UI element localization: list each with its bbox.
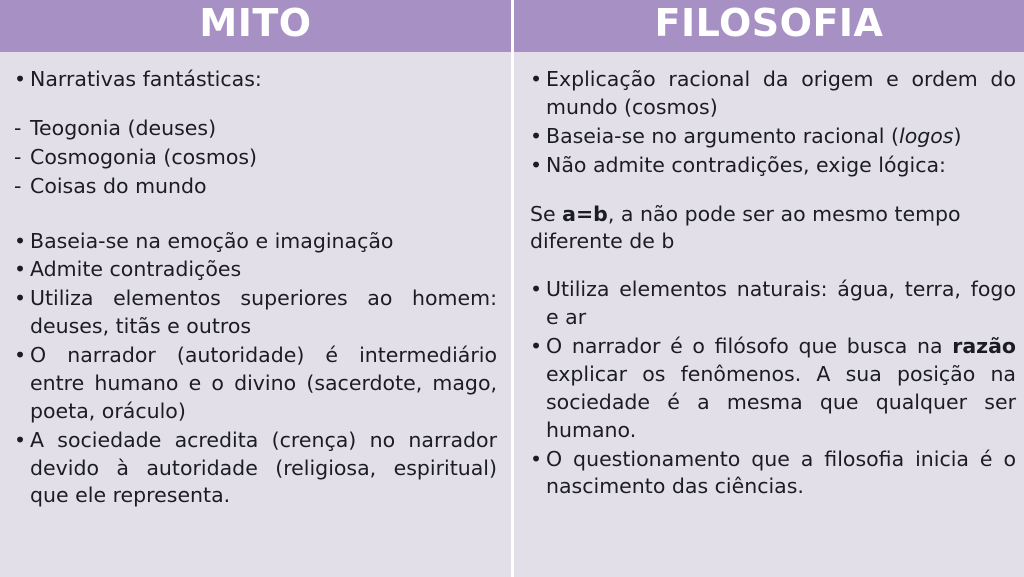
bullet-icon: •	[14, 67, 27, 91]
list-item-label: A sociedade acredita (crença) no narrador devido à autoridade (religiosa, espiritual) que ele representa.	[30, 427, 497, 508]
list-item-label: Utiliza elementos superiores ao homem: deuses, titãs e outros	[30, 286, 497, 339]
list-item-label: Cosmogonia (cosmos)	[30, 144, 258, 169]
bullet-icon: •	[530, 277, 543, 302]
body-row	[0, 52, 1024, 577]
list-item-label: Baseia-se na emoção e imaginação	[30, 228, 394, 253]
note-pre: Se	[530, 201, 563, 226]
bullet-icon: •	[14, 286, 27, 311]
list-item	[14, 342, 497, 426]
mito-group-3	[14, 228, 497, 511]
bullet-icon: •	[530, 123, 543, 148]
list-item	[530, 276, 1016, 332]
text-bold: razão	[952, 334, 1016, 358]
list-item-label	[546, 333, 1016, 445]
text-post: )	[953, 123, 962, 148]
bullet-icon: •	[530, 334, 543, 358]
list-item-label: Narrativas fantásticas:	[30, 67, 262, 91]
list-item	[530, 333, 1016, 445]
mito-group-1	[14, 66, 497, 94]
column-filosofia	[514, 52, 1024, 577]
list-item	[14, 285, 497, 341]
list-item	[14, 66, 497, 94]
dash-icon: -	[14, 115, 22, 140]
bullet-icon: •	[14, 228, 27, 253]
list-item-label: Utiliza elementos naturais: água, terra, fogo e ar	[546, 277, 1016, 330]
header-cell-mito	[0, 0, 511, 52]
filosofia-note	[530, 201, 1016, 257]
text-italic: logos	[899, 123, 954, 148]
list-item-label: Explicação racional da origem e ordem do mundo (cosmos)	[546, 67, 1016, 119]
list-item-label: Teogonia (deuses)	[30, 115, 217, 140]
column-mito	[0, 52, 511, 577]
list-item	[530, 66, 1016, 122]
dash-icon: -	[14, 173, 22, 198]
list-item	[530, 123, 1016, 151]
dash-icon: -	[14, 144, 22, 169]
list-item	[530, 446, 1016, 502]
list-item-label: Admite contradições	[30, 257, 242, 282]
list-item-label: Coisas do mundo	[30, 173, 207, 198]
text-pre: O narrador é o filósofo que busca na	[546, 334, 953, 358]
spacer	[14, 202, 497, 228]
list-item	[14, 228, 497, 256]
text-post: explicar os fenômenos. A sua posição na sociedade é a mesma que qualquer ser humano.	[546, 361, 1016, 442]
bullet-icon: •	[14, 343, 27, 367]
list-item	[14, 256, 497, 284]
mito-group-2	[14, 115, 497, 201]
filosofia-group-2	[530, 276, 1016, 501]
bullet-icon: •	[530, 67, 543, 91]
header-title-filosofia: FILOSOFIA	[654, 1, 884, 45]
note-bold: a=b	[562, 201, 608, 226]
bullet-icon: •	[530, 152, 543, 177]
spacer	[14, 95, 497, 115]
bullet-icon: •	[14, 257, 27, 282]
header-title-mito: MITO	[199, 1, 312, 45]
list-item-label: Não admite contradições, exige lógica:	[546, 152, 946, 177]
header-row	[0, 0, 1024, 52]
list-item-label	[546, 123, 1016, 151]
list-item	[14, 173, 497, 201]
list-item	[14, 115, 497, 143]
header-cell-filosofia	[514, 0, 1024, 52]
list-item	[530, 152, 1016, 180]
list-item	[14, 427, 497, 511]
spacer	[530, 256, 1016, 276]
list-item-label: O questionamento que a filosofia inicia é o nascimento das ciências.	[546, 446, 1016, 499]
bullet-icon: •	[14, 427, 27, 452]
text-pre: Baseia-se no argumento racional (	[546, 123, 900, 148]
note-post: , a não pode ser ao mesmo tempo diferente de b	[530, 201, 961, 254]
list-item-label: O narrador (autoridade) é intermediário entre humano e o divino (sacerdote, mago, poeta, oráculo)	[30, 343, 497, 423]
bullet-icon: •	[530, 446, 543, 471]
spacer	[530, 181, 1016, 201]
filosofia-group-1	[530, 66, 1016, 180]
list-item	[14, 144, 497, 172]
